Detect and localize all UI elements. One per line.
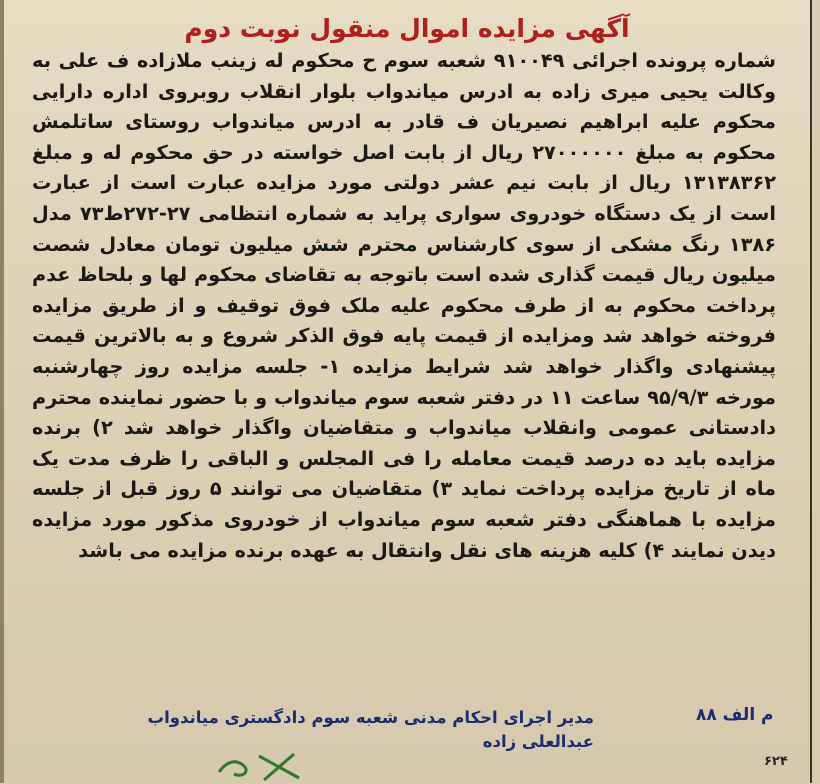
handwritten-mark-icon	[214, 744, 324, 784]
notice-code: م الف ۸۸	[696, 705, 774, 725]
signature-name: عبدالعلی زاده	[482, 732, 594, 751]
page-number: ۶۲۴	[764, 754, 788, 769]
newspaper-clipping	[4, 0, 812, 783]
notice-title: آگهی مزایده اموال منقول نوبت دوم	[184, 14, 630, 43]
notice-body: شماره پرونده اجرائی ۹۱۰۰۴۹ شعبه سوم ح محکوم له زینب ملازاده ف علی به وکالت یحیی میری زاده به ادرس میاندواب بلوار انقلاب روبروی اداره دارایی محکوم علیه ابراهیم نصیریان ف قادر به ادرس میاندواب روستای ساتلمش محکوم به مبلغ ۲۷۰۰۰۰۰۰ ریال از بابت اصل خواسته در حق محکوم له و مبلغ ۱۳۱۳۸۳۶۲ ریال از بابت نیم عشر دولتی مورد مزایده عبارت است از عبارت است از یک دستگاه خودروی سواری پراید به شماره انتظامی ۲۷-۲۷۲ط۷۳ مدل ۱۳۸۶ رنگ مشکی از سوی کارشناس محترم شش میلیون تومان معادل شصت میلیون ریال قیمت گذاری شده است باتوجه به تقاضای محکوم لها و بلحاظ عدم پرداخت محکوم به از طرف محکوم علیه ملک فوق توقیف و از طریق مزایده فروخته خواهد شد ومزایده از قیمت پایه فوق الذکر شروع و به بالاترین قیمت پیشنهادی واگذار خواهد شد شرایط مزایده ۱- جلسه مزایده روز چهارشنبه مورخه ۹۵/۹/۳ ساعت ۱۱ در دفتر شعبه سوم میاندواب و با حضور نماینده محترم دادستانی عمومی وانقلاب میاندواب و متقاضیان واگذار خواهد شد ۲) برنده مزایده باید ده درصد قیمت معامله را فی المجلس و الباقی را ظرف مدت یک ماه از تاریخ مزایده پرداخت نماید ۳) متقاضیان می توانند ۵ روز قبل از جلسه مزایده با هماهنگی دفتر شعبه سوم میاندواب از خودروی مذکور مورد مزایده دیدن نمایند ۴) کلیه هزینه های نقل وانتقال به عهده برنده مزایده می باشد	[32, 49, 776, 562]
signature-title: مدیر اجرای احکام مدنی شعبه سوم دادگستری میاندواب	[147, 708, 594, 727]
